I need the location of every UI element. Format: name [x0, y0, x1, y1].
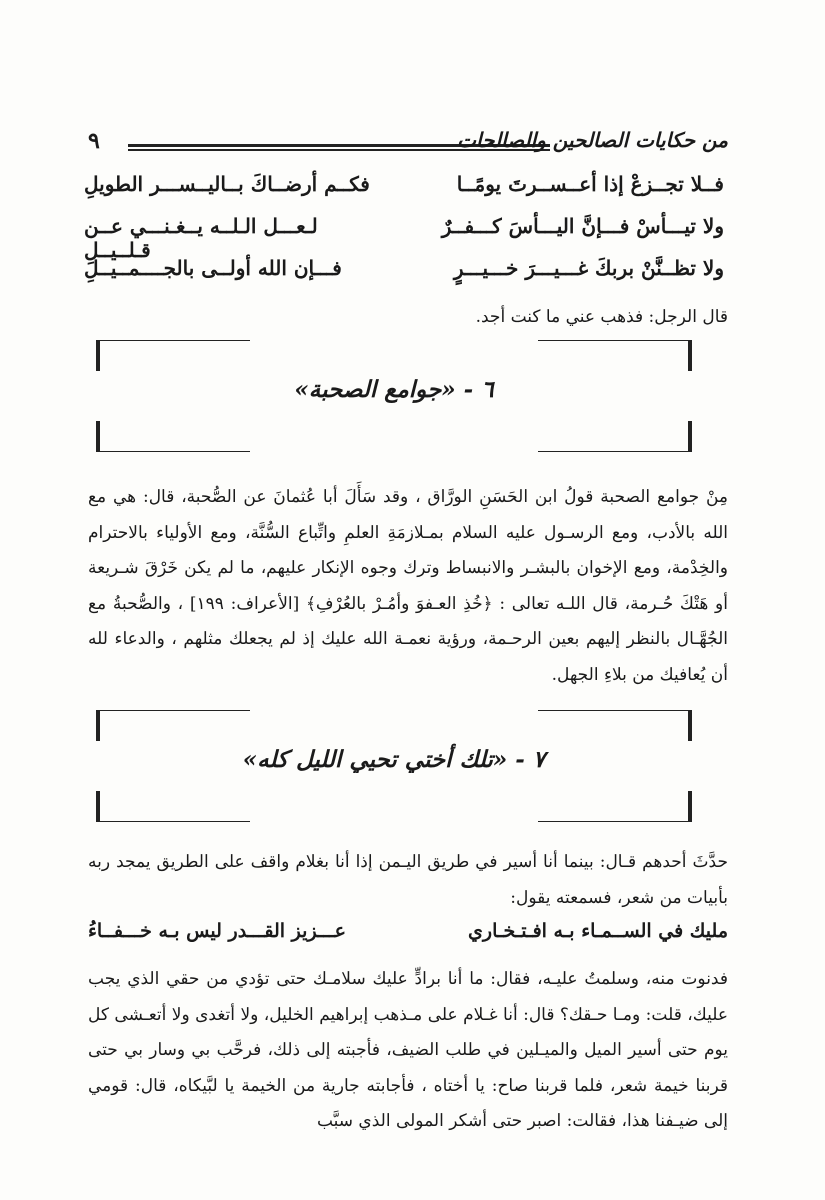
- verse-second-hemistich: فكــم أرضــاكَ بــاليــســـر الطويلِ: [84, 172, 370, 196]
- running-header: [88, 128, 728, 158]
- verse-second-hemistich: عـــزيز القـــدر ليس بـه خـــفــاءُ: [88, 920, 346, 942]
- running-title: من حكايات الصالحين والصالحات: [457, 128, 728, 152]
- paragraph: حدَّثَ أحدهم قـال: بينما أنا أسير في طريق اليـمن إذا أنا بغلام واقف على الطريق يمجد ربه بأبيات من شعر، فسمعته يقول:: [88, 852, 728, 908]
- verse-first-hemistich: ولا تظــنَّنْ بربكَ غـــيـــرَ خـــيـــرٍ: [453, 256, 724, 280]
- verse-first-hemistich: ولا تيـــأسْ فـــإنَّ اليـــأسَ كـــفــرٌ: [441, 214, 724, 238]
- section-heading: ٦ - «جوامع الصحبة»: [294, 376, 494, 403]
- section-heading-frame: [96, 340, 692, 452]
- frame-corner: [96, 791, 250, 822]
- verse-line: [84, 214, 724, 262]
- frame-corner: [538, 710, 692, 741]
- frame-corner: [96, 340, 250, 371]
- section-heading-frame: [96, 710, 692, 822]
- paragraph: فدنوت منه، وسلمتُ عليـه، فقال: ما أنا برادٍّ عليك سلامـك حتى تؤدي من حقي الذي يجب عليك، قلت: ومـا حـقك؟ قال: أنا غـلام على مـذهب إبراهيم الخليل، ولا أتغدى ولا أتعـشى كل يوم حتى أسير الميل والميـلين في طلب الضيف، فأجبته إلى ذلك، فرحَّب بي وسار بي حتى قربنا خيمة شعر، فلما قربنا صاح: يا أختاه ، فأجابته جارية من الخيمة يا لبَّيكاه، قال: قومي إلى ضيـفنا هذا، فقالت: اصبر حتى أشكر المولى الذي سبَّب: [88, 969, 729, 1131]
- verse-first-hemistich: فــلا تجــزعْ إذا أعــســرتَ يومًــا: [456, 172, 724, 196]
- paragraph: قال الرجل: فذهب عني ما كنت أجد.: [475, 307, 728, 327]
- verse-second-hemistich: فـــإن الله أولــى بالجــــمــيــلِ: [84, 256, 342, 280]
- verse-line: [84, 172, 724, 212]
- verse-line: [84, 256, 724, 296]
- frame-corner: [96, 421, 250, 452]
- frame-corner: [96, 710, 250, 741]
- verse-second-hemistich: لـعـــل الـلــه يــغـنـــي عــن قـلــيــلِ: [84, 214, 318, 262]
- verse-line: [88, 920, 728, 960]
- section-heading: ٧ - «تلك أختي تحيي الليل كله»: [242, 746, 546, 773]
- frame-corner: [538, 340, 692, 371]
- page-number: ٩: [88, 128, 100, 154]
- frame-corner: [538, 791, 692, 822]
- frame-corner: [538, 421, 692, 452]
- verse-first-hemistich: مليك في الســمـاء بـه افـتـخـاري: [468, 920, 728, 942]
- paragraph: مِنْ جوامع الصحبة قولُ ابن الحَسَنِ الورَّاق ، وقد سَأَلَ أبا عُثمانَ عن الصُّحبة، قال: هي مع الله بالأدب، ومع الرسـول عليه السلام بمـلازمَةِ العلمِ واتِّباع السُّنَّة، ومع الأولياء بالاحترام والخِدْمة، ومع الإخوان بالبشـر والانبساط وترك وجوه الإنكار عليهم، ما لم يكن خَرْقَ شـريعة أو هَتْكَ حُـرمة، قال اللـه تعالى : ﴿خُذِ العـفوَ وأمُـرْ بالعُرْفِ﴾ [الأعراف: ١٩٩] ، والصُّحبةُ مع الجُهَّـال بالنظر إليهم بعين الرحـمة، ورؤية نعمـة الله عليك إذ لم يجعلك مثلهم ، والدعاء لله أن يُعافيك من بلاءِ الجهل.: [88, 487, 728, 685]
